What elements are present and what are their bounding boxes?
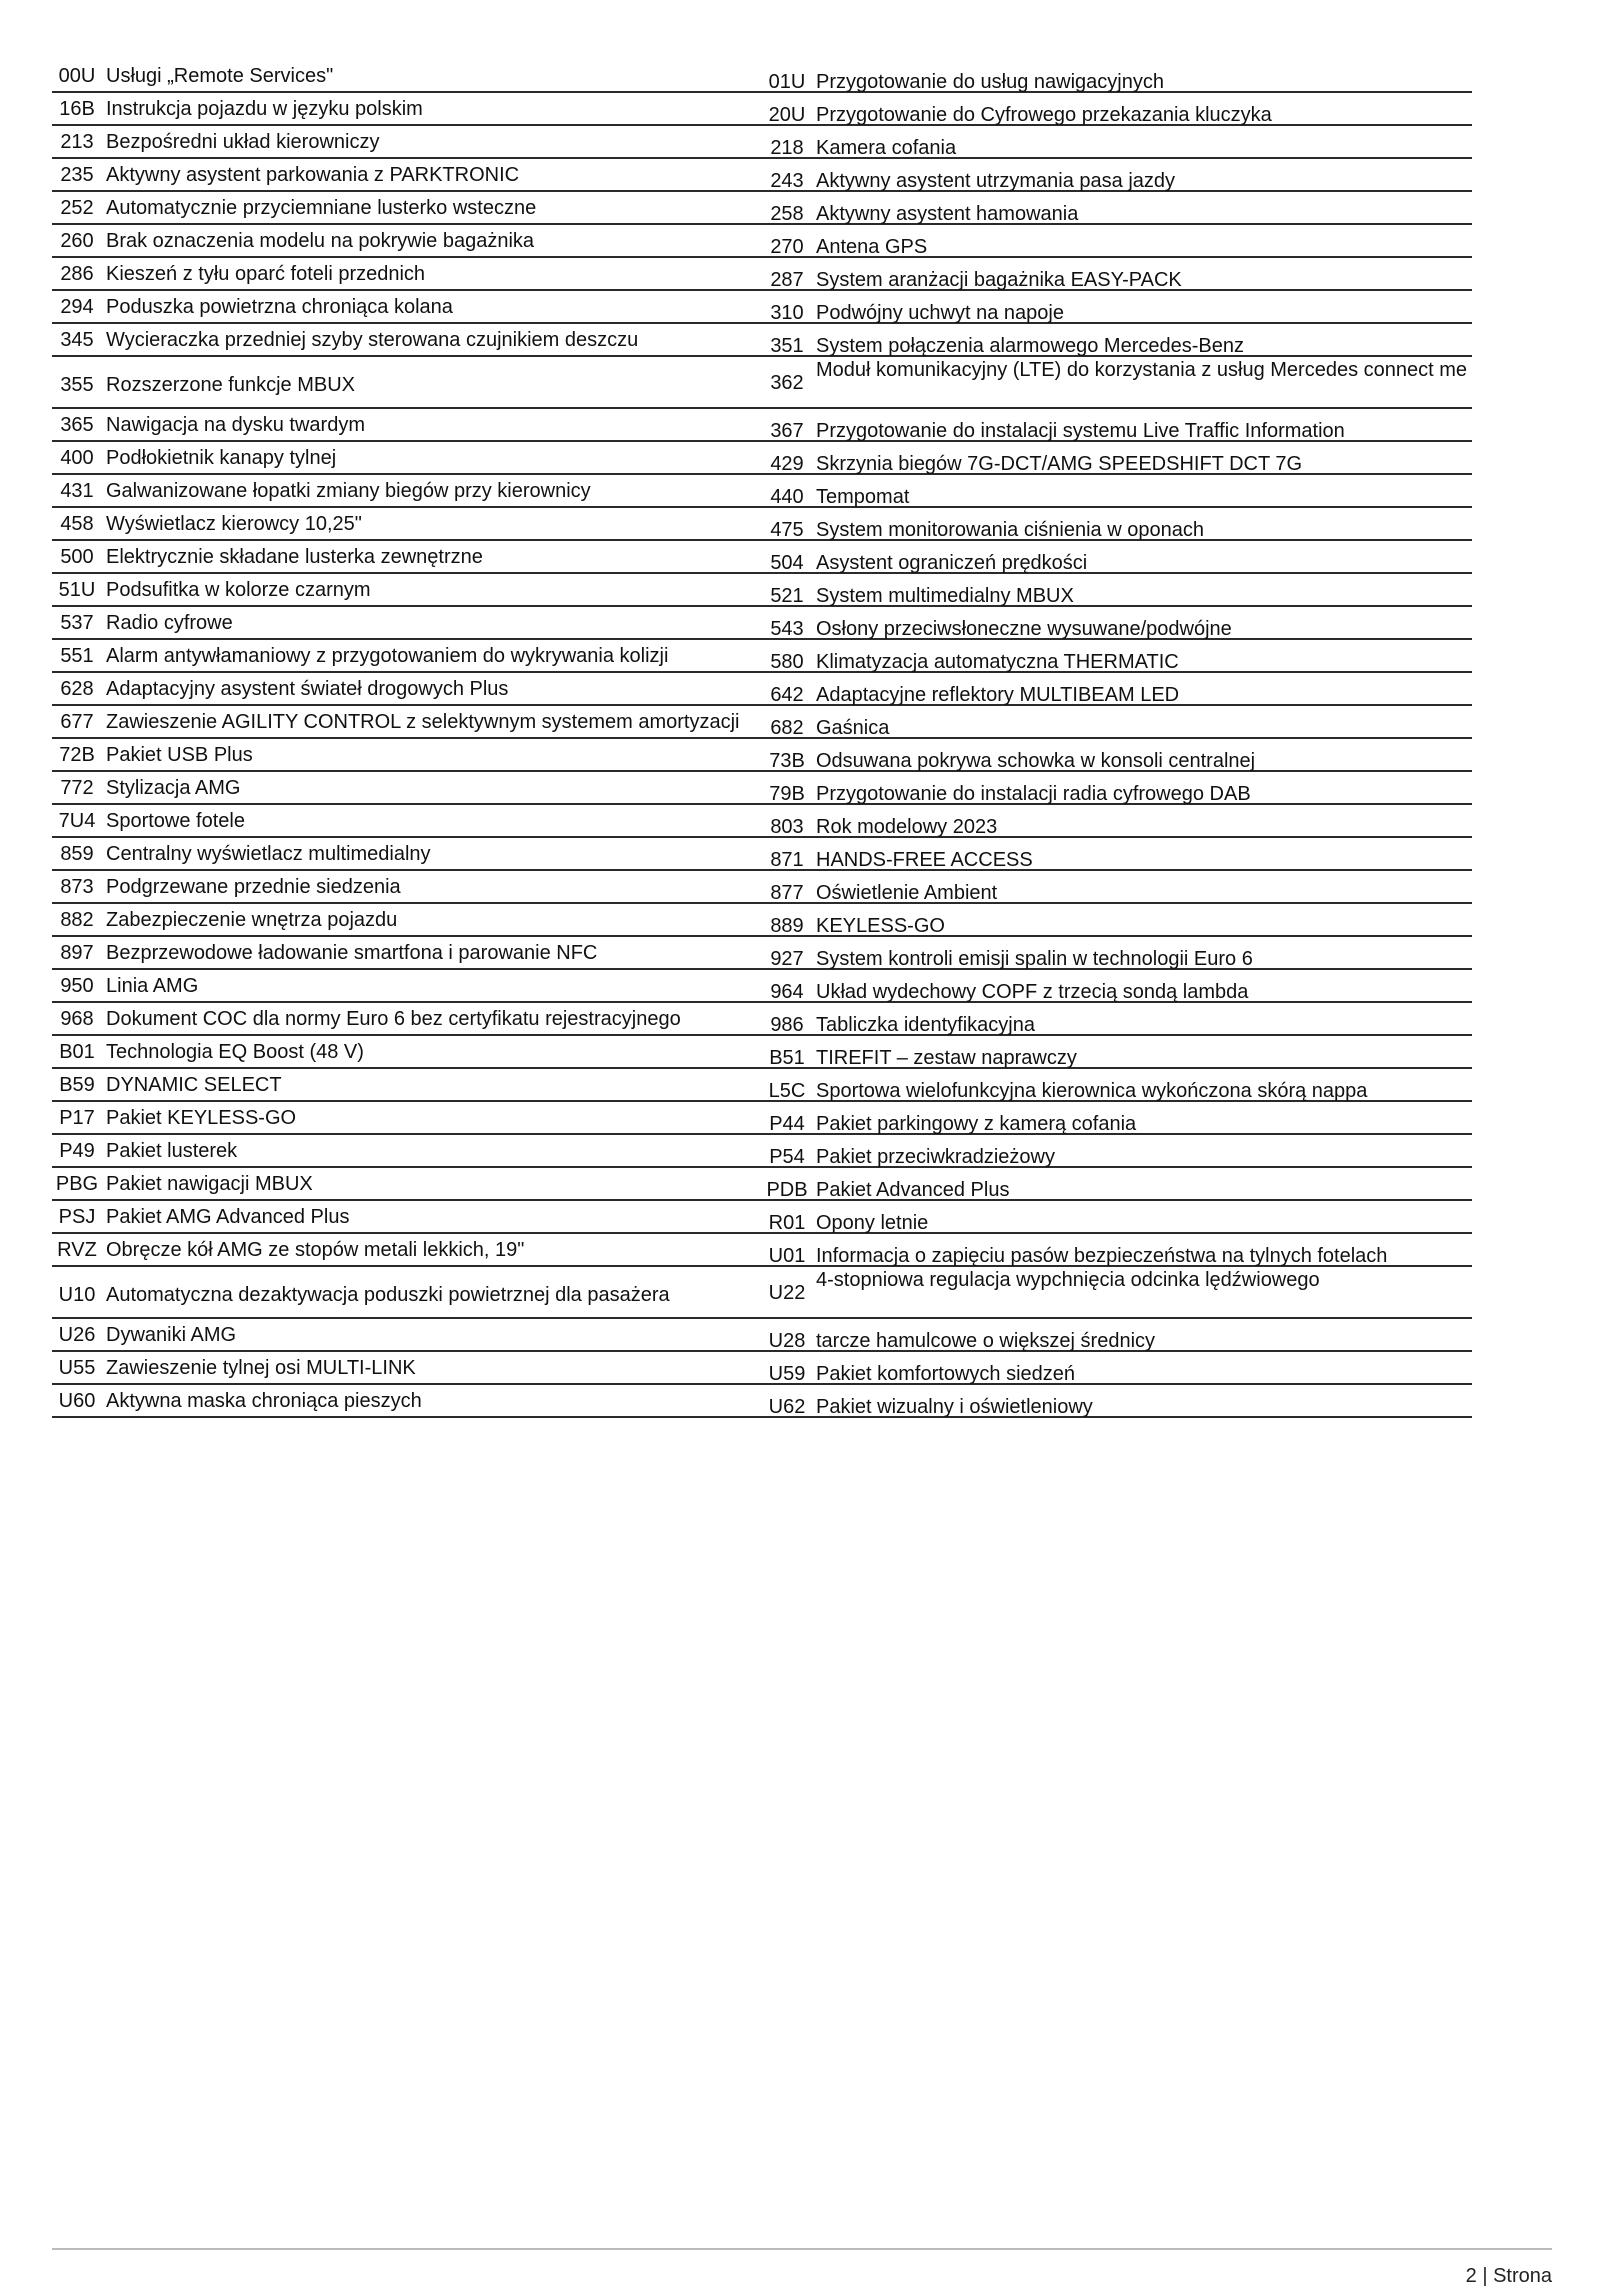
option-description: Skrzynia biegów 7G-DCT/AMG SPEEDSHIFT DCT 7G [816,453,1303,475]
option-code: P49 [59,1140,95,1162]
right-cell [762,607,1472,641]
option-code: 258 [770,203,804,225]
option-description: Sportowa wielofunkcyjna kierownica wykończona skórą nappa [816,1080,1368,1102]
option-code: P44 [769,1113,805,1135]
right-cell [762,1267,1472,1317]
left-cell [52,1135,762,1163]
option-code: 859 [60,843,94,865]
option-code: 260 [60,230,94,252]
option-description: Pakiet nawigacji MBUX [106,1173,313,1195]
option-code: 243 [770,170,804,192]
table-row [52,640,1472,673]
option-code: 270 [770,236,804,258]
option-code: 871 [770,849,804,871]
option-code: U59 [768,1363,806,1385]
option-description: Moduł komunikacyjny (LTE) do korzystania z usług Mercedes connect me [816,359,1468,381]
option-description: Aktywna maska chroniąca pieszych [106,1390,422,1412]
option-code: 968 [60,1008,94,1030]
left-cell [52,442,762,470]
right-cell [762,409,1472,443]
left-cell [52,607,762,635]
option-description: Bezprzewodowe ładowanie smartfona i parowanie NFC [106,942,598,964]
option-description: Oświetlenie Ambient [816,882,998,904]
right-cell [762,1201,1472,1235]
right-cell [762,60,1472,94]
option-code: 294 [60,296,94,318]
option-description: Pakiet AMG Advanced Plus [106,1206,350,1228]
option-description: Aktywny asystent hamowania [816,203,1079,225]
left-cell [52,904,762,932]
table-row [52,739,1472,772]
option-code: U60 [58,1390,96,1412]
table-row [52,1319,1472,1352]
right-cell [762,706,1472,740]
right-cell [762,574,1472,608]
table-row [52,904,1472,937]
option-code: 287 [770,269,804,291]
left-cell [52,1168,762,1196]
left-cell [52,772,762,800]
option-description: Informacja o zapięciu pasów bezpieczeństwa na tylnych fotelach [816,1245,1388,1267]
table-row [52,1102,1472,1135]
option-code: B51 [769,1047,805,1069]
option-description: Dywaniki AMG [106,1324,237,1346]
table-row [52,192,1472,225]
right-cell [762,871,1472,905]
left-cell [52,871,762,899]
right-cell [762,357,1472,407]
left-cell [52,937,762,965]
option-description: Pakiet lusterek [106,1140,238,1162]
table-row [52,357,1472,409]
table-row [52,1003,1472,1036]
option-description: Pakiet Advanced Plus [816,1179,1010,1201]
option-code: 365 [60,414,94,436]
option-code: 873 [60,876,94,898]
option-code: PBG [55,1173,99,1195]
left-cell [52,258,762,286]
option-code: P17 [59,1107,95,1129]
left-cell [52,1234,762,1262]
table-row [52,324,1472,357]
option-description: Automatycznie przyciemniane lusterko wsteczne [106,197,537,219]
left-cell [52,838,762,866]
option-code: 682 [770,717,804,739]
option-description: System połączenia alarmowego Mercedes-Benz [816,335,1244,357]
option-code: 950 [60,975,94,997]
left-cell [52,1069,762,1097]
option-code: P54 [769,1146,805,1168]
option-description: System kontroli emisji spalin w technologii Euro 6 [816,948,1253,970]
option-description: Stylizacja AMG [106,777,241,799]
option-code: 362 [770,372,804,394]
option-code: B01 [59,1041,95,1063]
option-description: Podwójny uchwyt na napoje [816,302,1064,324]
table-row [52,258,1472,291]
table-row [52,673,1472,706]
option-code: U62 [768,1396,806,1418]
option-description: HANDS-FREE ACCESS [816,849,1033,871]
option-description: Antena GPS [816,236,928,258]
option-code: U55 [58,1357,96,1379]
left-cell [52,1102,762,1130]
right-cell [762,1168,1472,1202]
option-code: 431 [60,480,94,502]
table-row [52,607,1472,640]
option-description: Galwanizowane łopatki zmiany biegów przy kierownicy [106,480,591,502]
left-cell [52,541,762,569]
option-code: RVZ [57,1239,97,1261]
right-cell [762,159,1472,193]
option-code: 440 [770,486,804,508]
option-code: 7U4 [58,810,96,832]
right-cell [762,1069,1472,1103]
right-cell [762,93,1472,127]
option-description: Rozszerzone funkcje MBUX [106,374,355,396]
option-description: Przygotowanie do instalacji radia cyfrowego DAB [816,783,1251,805]
option-description: Wyświetlacz kierowcy 10,25" [106,513,362,535]
left-cell [52,970,762,998]
option-description: Klimatyzacja automatyczna THERMATIC [816,651,1179,673]
option-description: Przygotowanie do Cyfrowego przekazania kluczyka [816,104,1272,126]
option-description: Asystent ograniczeń prędkości [816,552,1088,574]
left-cell [52,225,762,253]
option-description: Układ wydechowy COPF z trzecią sondą lambda [816,981,1249,1003]
table-row [52,126,1472,159]
option-code: 504 [770,552,804,574]
table-row [52,159,1472,192]
option-code: 889 [770,915,804,937]
option-code: 213 [60,131,94,153]
option-description: Aktywny asystent utrzymania pasa jazdy [816,170,1176,192]
table-row [52,1135,1472,1168]
option-description: 4-stopniowa regulacja wypchnięcia odcinka lędźwiowego [816,1269,1320,1291]
right-cell [762,324,1472,358]
option-description: Pakiet wizualny i oświetleniowy [816,1396,1093,1418]
option-code: 772 [60,777,94,799]
option-description: Adaptacyjny asystent świateł drogowych Plus [106,678,509,700]
right-cell [762,192,1472,226]
option-code: 537 [60,612,94,634]
left-cell [52,93,762,121]
option-code: U01 [768,1245,806,1267]
option-description: Alarm antywłamaniowy z przygotowaniem do wykrywania kolizji [106,645,669,667]
left-cell [52,60,762,88]
option-code: 897 [60,942,94,964]
option-description: Osłony przeciwsłoneczne wysuwane/podwójne [816,618,1232,640]
table-row [52,93,1472,126]
option-description: TIREFIT – zestaw naprawczy [816,1047,1077,1069]
option-code: 01U [768,71,806,93]
option-code: 551 [60,645,94,667]
left-cell [52,159,762,187]
right-cell [762,442,1472,476]
option-description: Tempomat [816,486,910,508]
table-row [52,475,1472,508]
right-cell [762,640,1472,674]
table-row [52,60,1472,93]
right-cell [762,1385,1472,1419]
option-code: L5C [768,1080,806,1102]
option-code: 803 [770,816,804,838]
option-description: Kieszeń z tyłu oparć foteli przednich [106,263,426,285]
option-description: Brak oznaczenia modelu na pokrywie bagażnika [106,230,535,252]
option-code: 20U [768,104,806,126]
option-code: 877 [770,882,804,904]
option-description: Tabliczka identyfikacyjna [816,1014,1035,1036]
table-row [52,508,1472,541]
option-code: U22 [768,1282,806,1304]
option-code: 500 [60,546,94,568]
option-code: 286 [60,263,94,285]
option-description: Kamera cofania [816,137,957,159]
option-description: Adaptacyjne reflektory MULTIBEAM LED [816,684,1180,706]
table-row [52,442,1472,475]
left-cell [52,574,762,602]
right-cell [762,673,1472,707]
option-code: 252 [60,197,94,219]
left-cell [52,324,762,352]
left-cell [52,1352,762,1380]
right-cell [762,1135,1472,1169]
right-cell [762,937,1472,971]
left-cell [52,291,762,319]
option-description: Linia AMG [106,975,199,997]
right-cell [762,1319,1472,1353]
option-code: 458 [60,513,94,535]
option-description: Zawieszenie tylnej osi MULTI-LINK [106,1357,416,1379]
left-cell [52,739,762,767]
option-code: 79B [769,783,805,805]
left-cell [52,357,762,409]
right-cell [762,126,1472,160]
option-description: System monitorowania ciśnienia w oponach [816,519,1204,541]
option-code: U26 [58,1324,96,1346]
option-code: 964 [770,981,804,1003]
table-row [52,1168,1472,1201]
table-row [52,1267,1472,1319]
left-cell [52,1267,762,1319]
left-cell [52,475,762,503]
left-cell [52,673,762,701]
option-code: R01 [768,1212,806,1234]
option-description: Rok modelowy 2023 [816,816,998,838]
option-description: Bezpośredni układ kierowniczy [106,131,380,153]
table-row [52,574,1472,607]
left-cell [52,1201,762,1229]
option-description: Radio cyfrowe [106,612,233,634]
table-row [52,937,1472,970]
option-description: Przygotowanie do instalacji systemu Live Traffic Information [816,420,1345,442]
option-description: Zawieszenie AGILITY CONTROL z selektywnym systemem amortyzacji [106,711,740,733]
option-description: Instrukcja pojazdu w języku polskim [106,98,423,120]
option-description: DYNAMIC SELECT [106,1074,282,1096]
option-code: B59 [59,1074,95,1096]
option-code: 72B [59,744,95,766]
right-cell [762,1102,1472,1136]
right-cell [762,1003,1472,1037]
option-code: 475 [770,519,804,541]
option-code: 218 [770,137,804,159]
option-code: 986 [770,1014,804,1036]
option-description: Opony letnie [816,1212,929,1234]
option-code: U28 [768,1330,806,1352]
option-description: Centralny wyświetlacz multimedialny [106,843,431,865]
right-cell [762,970,1472,1004]
table-row [52,1352,1472,1385]
option-code: U10 [58,1284,96,1306]
option-description: Nawigacja na dysku twardym [106,414,365,436]
option-description: Aktywny asystent parkowania z PARKTRONIC [106,164,520,186]
right-cell [762,772,1472,806]
right-cell [762,739,1472,773]
option-code: 73B [769,750,805,772]
table-row [52,409,1472,442]
table-row [52,225,1472,258]
left-cell [52,409,762,437]
option-code: 927 [770,948,804,970]
table-row [52,772,1472,805]
left-cell [52,1319,762,1347]
right-cell [762,904,1472,938]
option-code: 16B [59,98,95,120]
option-code: 882 [60,909,94,931]
table-row [52,970,1472,1003]
table-row [52,1201,1472,1234]
left-cell [52,126,762,154]
option-description: Przygotowanie do usług nawigacyjnych [816,71,1164,93]
right-cell [762,225,1472,259]
option-description: Pakiet KEYLESS-GO [106,1107,297,1129]
table-row [52,1069,1472,1102]
option-code: 51U [58,579,96,601]
page-number: 2 | Strona [1465,2265,1552,2287]
table-row [52,1036,1472,1069]
option-description: Pakiet komfortowych siedzeń [816,1363,1076,1385]
right-cell [762,1234,1472,1268]
option-description: Zabezpieczenie wnętrza pojazdu [106,909,398,931]
table-row [52,706,1472,739]
table-row [52,871,1472,904]
left-cell [52,640,762,668]
option-code: 628 [60,678,94,700]
option-code: 429 [770,453,804,475]
option-code: 580 [770,651,804,673]
left-cell [52,1003,762,1031]
option-code: 677 [60,711,94,733]
left-cell [52,1036,762,1064]
option-description: tarcze hamulcowe o większej średnicy [816,1330,1156,1352]
option-description: Podgrzewane przednie siedzenia [106,876,401,898]
right-cell [762,258,1472,292]
table-row [52,1385,1472,1418]
right-cell [762,291,1472,325]
right-cell [762,838,1472,872]
left-cell [52,1385,762,1413]
option-description: Sportowe fotele [106,810,245,832]
option-description: Automatyczna dezaktywacja poduszki powietrznej dla pasażera [106,1284,670,1306]
option-code: 642 [770,684,804,706]
table-row [52,541,1472,574]
option-code: 351 [770,335,804,357]
option-description: Gaśnica [816,717,890,739]
option-description: Wycieraczka przedniej szyby sterowana czujnikiem deszczu [106,329,639,351]
option-description: Podłokietnik kanapy tylnej [106,447,337,469]
option-code: 543 [770,618,804,640]
right-cell [762,1352,1472,1386]
left-cell [52,508,762,536]
left-cell [52,805,762,833]
right-cell [762,541,1472,575]
option-description: Pakiet parkingowy z kamerą cofania [816,1113,1137,1135]
option-description: System aranżacji bagażnika EASY-PACK [816,269,1182,291]
option-description: Podsufitka w kolorze czarnym [106,579,371,601]
right-cell [762,508,1472,542]
option-code: 00U [58,65,96,87]
option-description: Pakiet przeciwkradzieżowy [816,1146,1055,1168]
left-cell [52,706,762,734]
option-code: 400 [60,447,94,469]
option-description: Dokument COC dla normy Euro 6 bez certyfikatu rejestracyjnego [106,1008,681,1030]
right-cell [762,805,1472,839]
right-cell [762,1036,1472,1070]
table-row [52,838,1472,871]
option-code: 367 [770,420,804,442]
option-description: Usługi „Remote Services" [106,65,334,87]
option-code: 235 [60,164,94,186]
option-code: 521 [770,585,804,607]
option-description: Pakiet USB Plus [106,744,253,766]
right-cell [762,475,1472,509]
option-description: Odsuwana pokrywa schowka w konsoli centralnej [816,750,1256,772]
option-code: 345 [60,329,94,351]
equipment-table [52,60,1472,1418]
option-code: PSJ [58,1206,96,1228]
option-description: Obręcze kół AMG ze stopów metali lekkich, 19" [106,1239,525,1261]
option-description: Elektrycznie składane lusterka zewnętrzne [106,546,483,568]
option-description: Technologia EQ Boost (48 V) [106,1041,364,1063]
option-description: Poduszka powietrzna chroniąca kolana [106,296,453,318]
table-row [52,1234,1472,1267]
option-code: PDB [766,1179,808,1201]
option-code: 310 [770,302,804,324]
table-row [52,291,1472,324]
option-description: System multimedialny MBUX [816,585,1074,607]
footer-divider [52,2248,1552,2250]
left-cell [52,192,762,220]
option-code: 355 [60,374,94,396]
option-description: KEYLESS-GO [816,915,945,937]
table-row [52,805,1472,838]
